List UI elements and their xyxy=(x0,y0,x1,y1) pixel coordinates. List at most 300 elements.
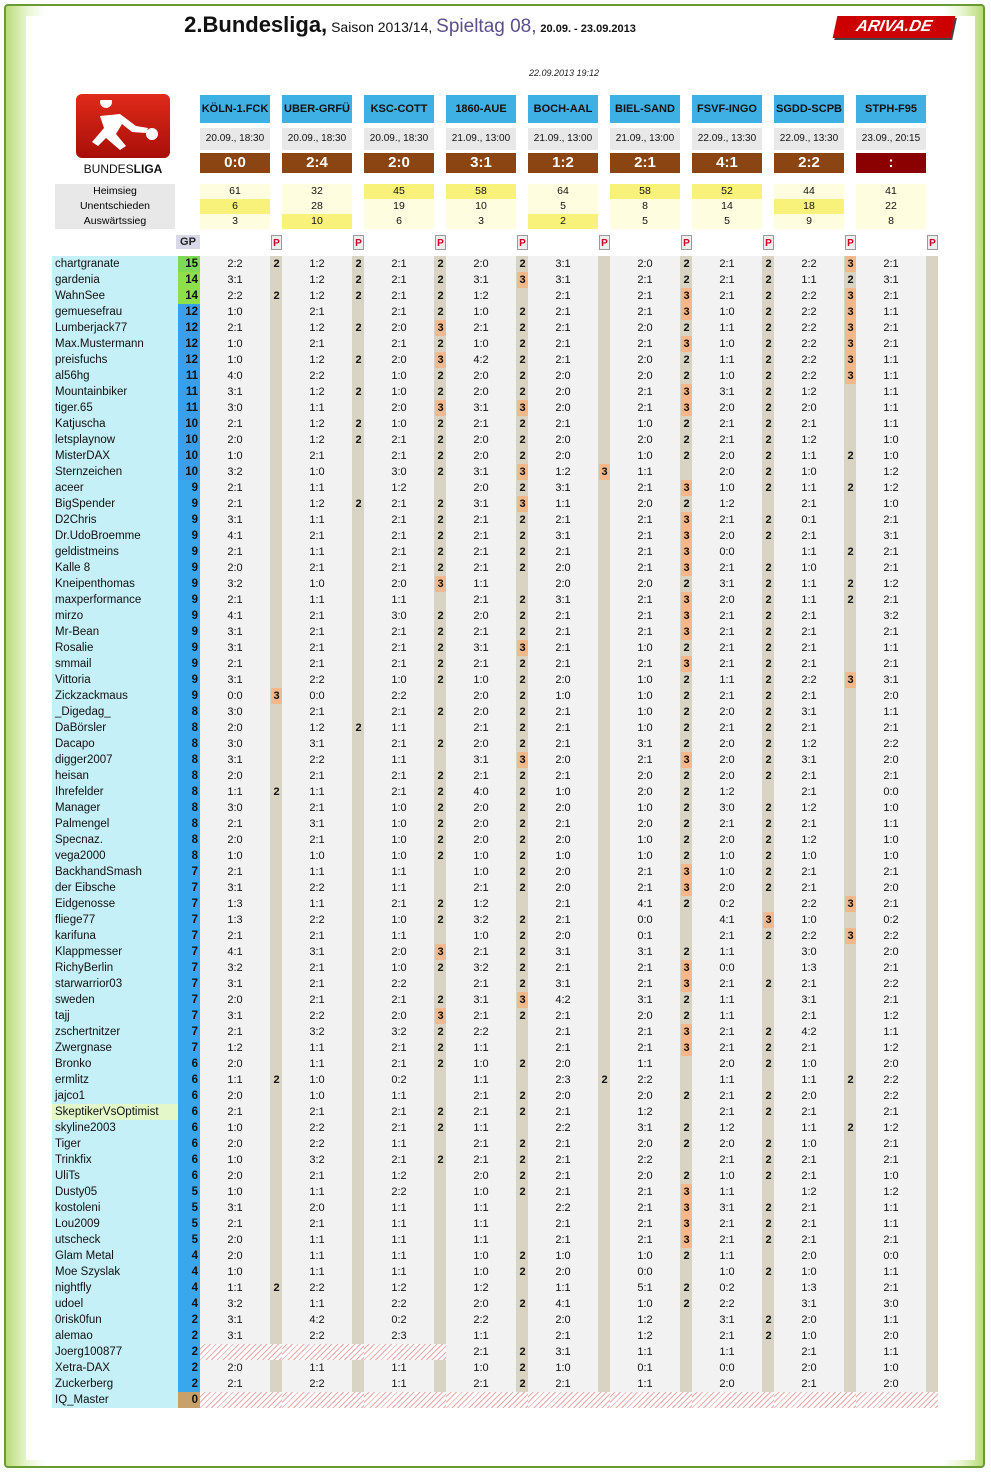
tip-value: 2:1 xyxy=(719,978,735,990)
match-result: 2:4 xyxy=(282,153,352,173)
player-name[interactable]: gardenia xyxy=(52,272,178,288)
tip-value: 1:1 xyxy=(473,1234,489,1246)
player-name[interactable]: UliTs xyxy=(52,1168,178,1184)
points-header: P xyxy=(271,235,282,250)
tip-value: 1:1 xyxy=(391,594,407,606)
player-name[interactable]: letsplaynow xyxy=(52,432,178,448)
tip-points: 2 xyxy=(519,914,526,926)
match-team-header[interactable]: BIEL-SAND xyxy=(610,95,680,123)
player-gp: 7 xyxy=(178,992,200,1008)
player-name[interactable]: mirzo xyxy=(52,608,178,624)
tip-value: 1:2 xyxy=(883,482,899,494)
player-name[interactable]: nightfly xyxy=(52,1280,178,1296)
player-gp: 7 xyxy=(178,880,200,896)
player-gp: 7 xyxy=(178,864,200,880)
tip-points: 2 xyxy=(437,514,444,526)
tip-points: 2 xyxy=(765,434,772,446)
player-name[interactable]: Zuckerberg xyxy=(52,1376,178,1392)
tip-value: 1:1 xyxy=(801,546,817,558)
tip-value: 1:1 xyxy=(473,1202,489,1214)
player-name[interactable]: Zickzackmaus xyxy=(52,688,178,704)
tip-value: 2:1 xyxy=(719,690,735,702)
tip-value: 2:1 xyxy=(801,770,817,782)
missing-tip xyxy=(200,1344,282,1360)
player-gp: 6 xyxy=(178,1056,200,1072)
player-name[interactable]: zschertnitzer xyxy=(52,1024,178,1040)
tip-value: 1:2 xyxy=(637,1314,653,1326)
player-name[interactable]: Lumberjack77 xyxy=(52,320,178,336)
tip-value: 1:0 xyxy=(883,802,899,814)
missing-tip xyxy=(282,1344,364,1360)
match-team-header[interactable]: KSC-COTT xyxy=(364,95,434,123)
player-name[interactable]: aceer xyxy=(52,480,178,496)
player-name[interactable]: Max.Mustermann xyxy=(52,336,178,352)
tip-value: 2:2 xyxy=(801,930,817,942)
player-name[interactable]: Zwergnase xyxy=(52,1040,178,1056)
tip-value: 3:1 xyxy=(473,274,489,286)
player-name[interactable]: starwarrior03 xyxy=(52,976,178,992)
tip-value: 1:0 xyxy=(719,850,735,862)
player-name[interactable]: Palmengel xyxy=(52,816,178,832)
tip-value: 2:0 xyxy=(637,1138,653,1150)
tip-value: 2:1 xyxy=(883,1106,899,1118)
tip-value: 2:0 xyxy=(555,834,571,846)
tip-points: 2 xyxy=(519,562,526,574)
tip-points: 2 xyxy=(437,450,444,462)
tip-points: 3 xyxy=(681,608,692,624)
tip-value: 2:1 xyxy=(391,786,407,798)
tip-value: 1:0 xyxy=(391,818,407,830)
tip-value: 3:1 xyxy=(227,386,243,398)
player-name[interactable]: tajj xyxy=(52,1008,178,1024)
player-name[interactable]: Moe Szyslak xyxy=(52,1264,178,1280)
tip-points: 2 xyxy=(437,1026,444,1038)
player-name[interactable]: Dacapo xyxy=(52,736,178,752)
match-team-header[interactable]: BOCH-AAL xyxy=(528,95,598,123)
match-stat-draw: 22 xyxy=(856,199,926,214)
tip-points: 2 xyxy=(437,418,444,430)
player-name[interactable]: Katjuscha xyxy=(52,416,178,432)
match-team-header[interactable]: 1860-AUE xyxy=(446,95,516,123)
tip-value: 1:1 xyxy=(391,882,407,894)
tip-value: 1:1 xyxy=(883,1026,899,1038)
tip-value: 2:2 xyxy=(227,290,243,302)
tip-value: 2:0 xyxy=(555,434,571,446)
player-name[interactable]: Glam Metal xyxy=(52,1248,178,1264)
tip-points: 2 xyxy=(683,322,690,334)
tip-points: 2 xyxy=(519,770,526,782)
tip-value: 1:0 xyxy=(227,338,243,350)
tip-value: 2:1 xyxy=(227,546,243,558)
tip-value: 2:1 xyxy=(555,290,571,302)
player-name[interactable]: SkeptikerVsOptimist xyxy=(52,1104,178,1120)
tip-value: 3:1 xyxy=(473,754,489,766)
match-kickoff: 21.09., 13:00 xyxy=(528,128,598,150)
match-team-header[interactable]: FSVF-INGO xyxy=(692,95,762,123)
player-name[interactable]: MisterDAX xyxy=(52,448,178,464)
player-name[interactable]: ermlitz xyxy=(52,1072,178,1088)
tip-value: 2:1 xyxy=(391,338,407,350)
tip-value: 2:0 xyxy=(555,402,571,414)
tip-value: 3:0 xyxy=(227,402,243,414)
tip-value: 2:0 xyxy=(227,1090,243,1102)
missing-tip xyxy=(692,1392,774,1408)
player-name[interactable]: gemuesefrau xyxy=(52,304,178,320)
tip-points: 2 xyxy=(519,610,526,622)
tip-points: 2 xyxy=(847,450,854,462)
player-name[interactable]: kostoleni xyxy=(52,1200,178,1216)
player-gp: 9 xyxy=(178,640,200,656)
tip-points: 2 xyxy=(437,562,444,574)
tip-value: 1:0 xyxy=(637,418,653,430)
tip-value: 1:2 xyxy=(309,290,325,302)
tip-value: 2:1 xyxy=(801,1154,817,1166)
player-name[interactable]: der Eibsche xyxy=(52,880,178,896)
player-name[interactable]: heisan xyxy=(52,768,178,784)
player-name[interactable]: tiger.65 xyxy=(52,400,178,416)
tip-points: 2 xyxy=(437,626,444,638)
player-name[interactable]: Rosalie xyxy=(52,640,178,656)
player-gp: 5 xyxy=(178,1216,200,1232)
tip-value: 1:1 xyxy=(391,1250,407,1262)
tip-value: 2:0 xyxy=(719,466,735,478)
player-name[interactable]: WahnSee xyxy=(52,288,178,304)
tip-points: 2 xyxy=(683,258,690,270)
tip-points: 3 xyxy=(681,336,692,352)
player-name[interactable]: Dusty05 xyxy=(52,1184,178,1200)
player-name[interactable]: chartgranate xyxy=(52,256,178,272)
tip-points: 2 xyxy=(765,338,772,350)
tip-points: 3 xyxy=(681,976,692,992)
player-name[interactable]: fliege77 xyxy=(52,912,178,928)
tip-value: 1:1 xyxy=(801,1074,817,1086)
tip-value: 2:1 xyxy=(473,594,489,606)
player-name[interactable]: D2Chris xyxy=(52,512,178,528)
tip-value: 3:1 xyxy=(555,274,571,286)
player-name[interactable]: skyline2003 xyxy=(52,1120,178,1136)
tip-points: 2 xyxy=(519,882,526,894)
tip-value: 1:0 xyxy=(309,1090,325,1102)
tip-value: 2:2 xyxy=(801,258,817,270)
tip-value: 2:2 xyxy=(309,674,325,686)
tip-points: 3 xyxy=(435,576,446,592)
tip-value: 2:1 xyxy=(227,498,243,510)
player-gp: 8 xyxy=(178,800,200,816)
tip-value: 1:0 xyxy=(309,578,325,590)
tip-value: 1:1 xyxy=(391,1378,407,1390)
tip-value: 2:1 xyxy=(309,962,325,974)
tip-value: 1:3 xyxy=(227,914,243,926)
player-name[interactable]: Sternzeichen xyxy=(52,464,178,480)
tip-value: 2:1 xyxy=(719,1026,735,1038)
player-gp: 8 xyxy=(178,768,200,784)
tip-points: 2 xyxy=(765,978,772,990)
tip-value: 2:1 xyxy=(473,770,489,782)
tip-value: 2:0 xyxy=(227,434,243,446)
tip-points: 2 xyxy=(765,754,772,766)
tip-value: 1:1 xyxy=(309,594,325,606)
player-name[interactable]: karifuna xyxy=(52,928,178,944)
player-name[interactable]: vega2000 xyxy=(52,848,178,864)
tip-value: 2:0 xyxy=(473,818,489,830)
player-name[interactable]: Mr-Bean xyxy=(52,624,178,640)
tip-points: 2 xyxy=(437,530,444,542)
tip-value: 1:2 xyxy=(309,258,325,270)
tip-value: 1:0 xyxy=(227,306,243,318)
tip-value: 2:1 xyxy=(883,1154,899,1166)
player-name[interactable]: Vittoria xyxy=(52,672,178,688)
tip-points: 2 xyxy=(519,1058,526,1070)
tip-value: 2:0 xyxy=(473,802,489,814)
tip-points: 3 xyxy=(845,672,856,688)
tip-points: 3 xyxy=(599,464,610,480)
player-name[interactable]: Manager xyxy=(52,800,178,816)
tip-points: 2 xyxy=(273,786,280,798)
tip-points: 2 xyxy=(355,290,362,302)
tip-points: 2 xyxy=(765,1042,772,1054)
tip-points: 2 xyxy=(519,1106,526,1118)
tip-value: 2:1 xyxy=(801,418,817,430)
tip-value: 2:0 xyxy=(883,1058,899,1070)
tip-points: 2 xyxy=(519,1250,526,1262)
tip-value: 2:1 xyxy=(801,978,817,990)
tip-points: 2 xyxy=(437,802,444,814)
tip-value: 2:1 xyxy=(473,1378,489,1390)
player-name[interactable]: preisfuchs xyxy=(52,352,178,368)
player-name[interactable]: Joerg100877 xyxy=(52,1344,178,1360)
tip-value: 2:0 xyxy=(555,450,571,462)
player-name[interactable]: Dr.UdoBroemme xyxy=(52,528,178,544)
tip-value: 2:1 xyxy=(637,514,653,526)
tip-value: 0:0 xyxy=(637,1266,653,1278)
tip-value: 3:2 xyxy=(227,578,243,590)
tip-points: 2 xyxy=(273,290,280,302)
tip-points: 2 xyxy=(437,1106,444,1118)
player-name[interactable]: Eidgenosse xyxy=(52,896,178,912)
tip-points: 2 xyxy=(765,1202,772,1214)
tip-value: 2:0 xyxy=(227,770,243,782)
tip-value: 1:1 xyxy=(309,1234,325,1246)
player-name[interactable]: Trinkfix xyxy=(52,1152,178,1168)
tip-value: 0:0 xyxy=(227,690,243,702)
tip-value: 2:2 xyxy=(309,370,325,382)
tip-points: 2 xyxy=(519,450,526,462)
player-gp: 7 xyxy=(178,1040,200,1056)
player-name[interactable]: Tiger xyxy=(52,1136,178,1152)
tip-value: 1:0 xyxy=(801,850,817,862)
player-name[interactable]: sweden xyxy=(52,992,178,1008)
tip-points: 2 xyxy=(765,402,772,414)
tip-points: 2 xyxy=(519,1170,526,1182)
tip-value: 0:0 xyxy=(637,914,653,926)
tip-points: 2 xyxy=(519,258,526,270)
player-gp: 6 xyxy=(178,1104,200,1120)
tip-value: 2:1 xyxy=(227,658,243,670)
tip-value: 2:2 xyxy=(555,1202,571,1214)
player-name[interactable]: maxperformance xyxy=(52,592,178,608)
tip-value: 1:2 xyxy=(801,1186,817,1198)
player-gp: 15 xyxy=(178,256,200,272)
tip-value: 3:2 xyxy=(309,1154,325,1166)
tip-value: 1:0 xyxy=(391,386,407,398)
tip-value: 2:1 xyxy=(719,930,735,942)
player-name[interactable]: geldistmeins xyxy=(52,544,178,560)
tip-value: 1:0 xyxy=(719,370,735,382)
tip-points: 2 xyxy=(847,1074,854,1086)
player-gp: 10 xyxy=(178,416,200,432)
player-name[interactable]: RichyBerlin xyxy=(52,960,178,976)
tip-value: 2:2 xyxy=(883,930,899,942)
player-name[interactable]: Specnaz. xyxy=(52,832,178,848)
ariva-logo[interactable]: ARIVA.DE xyxy=(833,16,956,38)
player-name[interactable]: utscheck xyxy=(52,1232,178,1248)
tip-value: 3:0 xyxy=(227,738,243,750)
player-gp: 4 xyxy=(178,1296,200,1312)
tip-points: 2 xyxy=(519,690,526,702)
tip-value: 3:1 xyxy=(473,402,489,414)
tip-points: 2 xyxy=(683,1010,690,1022)
tip-value: 1:0 xyxy=(473,1362,489,1374)
tip-points: 3 xyxy=(681,560,692,576)
player-name[interactable]: alemao xyxy=(52,1328,178,1344)
tip-points: 2 xyxy=(683,1090,690,1102)
tip-points: 3 xyxy=(435,320,446,336)
tip-value: 0:2 xyxy=(391,1074,407,1086)
player-name[interactable]: digger2007 xyxy=(52,752,178,768)
player-name[interactable]: IQ_Master xyxy=(52,1392,178,1408)
tip-value: 2:0 xyxy=(719,754,735,766)
player-gp: 10 xyxy=(178,432,200,448)
tip-value: 2:1 xyxy=(309,930,325,942)
tip-value: 2:1 xyxy=(637,594,653,606)
tip-points: 2 xyxy=(765,834,772,846)
tip-points: 2 xyxy=(519,1186,526,1198)
player-name[interactable]: Klappmesser xyxy=(52,944,178,960)
tip-value: 0:1 xyxy=(637,1362,653,1374)
player-name[interactable]: Ihrefelder xyxy=(52,784,178,800)
tip-points: 2 xyxy=(437,1058,444,1070)
tip-points: 2 xyxy=(519,818,526,830)
tip-value: 3:1 xyxy=(719,386,735,398)
tip-points: 2 xyxy=(519,786,526,798)
player-name[interactable]: al56hg xyxy=(52,368,178,384)
player-name[interactable]: DaBörsler xyxy=(52,720,178,736)
tip-value: 2:1 xyxy=(801,1106,817,1118)
tip-value: 1:2 xyxy=(883,1042,899,1054)
tip-value: 2:0 xyxy=(883,1378,899,1390)
tip-value: 1:2 xyxy=(309,386,325,398)
tip-points: 2 xyxy=(683,450,690,462)
tip-value: 2:2 xyxy=(309,1138,325,1150)
tip-value: 1:0 xyxy=(391,370,407,382)
match-team-header[interactable]: STPH-F95 xyxy=(856,95,926,123)
player-name[interactable]: Lou2009 xyxy=(52,1216,178,1232)
tip-points: 2 xyxy=(765,514,772,526)
tip-points: 2 xyxy=(765,466,772,478)
tip-value: 2:0 xyxy=(473,450,489,462)
player-name[interactable]: Xetra-DAX xyxy=(52,1360,178,1376)
bundesliga-logo xyxy=(76,94,170,176)
player-name[interactable]: Mountainbiker xyxy=(52,384,178,400)
player-name[interactable]: udoel xyxy=(52,1296,178,1312)
player-gp: 11 xyxy=(178,384,200,400)
match-result: 2:2 xyxy=(774,153,844,173)
tip-value: 1:1 xyxy=(473,1218,489,1230)
tip-value: 1:1 xyxy=(801,482,817,494)
tip-value: 2:0 xyxy=(637,578,653,590)
tip-value: 2:1 xyxy=(555,1138,571,1150)
tip-points: 2 xyxy=(765,1090,772,1102)
tip-points: 2 xyxy=(683,786,690,798)
tip-value: 1:1 xyxy=(719,1074,735,1086)
tip-value: 4:0 xyxy=(227,370,243,382)
tip-value: 2:1 xyxy=(719,290,735,302)
tip-value: 2:1 xyxy=(473,722,489,734)
player-name[interactable]: BackhandSmash xyxy=(52,864,178,880)
tip-value: 1:1 xyxy=(719,1346,735,1358)
match-team-header[interactable]: SGDD-SCPB xyxy=(774,95,844,123)
match-stat-draw: 19 xyxy=(364,199,434,214)
match-stat-home: 45 xyxy=(364,184,434,199)
player-name[interactable]: smmail xyxy=(52,656,178,672)
tip-value: 1:2 xyxy=(309,434,325,446)
tip-value: 2:1 xyxy=(801,786,817,798)
tip-points: 2 xyxy=(765,1330,772,1342)
tip-value: 1:1 xyxy=(309,866,325,878)
tip-value: 2:1 xyxy=(555,1378,571,1390)
tip-points: 3 xyxy=(681,752,692,768)
tip-value: 1:0 xyxy=(473,850,489,862)
tip-value: 1:1 xyxy=(227,786,243,798)
tip-points: 3 xyxy=(681,960,692,976)
player-name[interactable]: 0risk0fun xyxy=(52,1312,178,1328)
tip-value: 2:0 xyxy=(555,1090,571,1102)
match-stat-draw: 14 xyxy=(692,199,762,214)
tip-points: 2 xyxy=(437,610,444,622)
tip-value: 2:1 xyxy=(883,770,899,782)
player-name[interactable]: Kneipenthomas xyxy=(52,576,178,592)
tip-value: 1:0 xyxy=(883,1362,899,1374)
player-name[interactable]: jajco1 xyxy=(52,1088,178,1104)
tip-value: 2:1 xyxy=(719,722,735,734)
player-name[interactable]: BigSpender xyxy=(52,496,178,512)
tip-value: 3:1 xyxy=(555,482,571,494)
player-name[interactable]: _Digedag_ xyxy=(52,704,178,720)
match-team-header[interactable]: KÖLN-1.FCK xyxy=(200,95,270,123)
tip-value: 1:1 xyxy=(309,1266,325,1278)
tip-points: 2 xyxy=(683,1298,690,1310)
tip-value: 3:2 xyxy=(227,466,243,478)
match-team-header[interactable]: UBER-GRFÜ xyxy=(282,95,352,123)
tip-points: 2 xyxy=(437,786,444,798)
tip-points: 3 xyxy=(681,1232,692,1248)
tip-value: 0:0 xyxy=(883,786,899,798)
tip-value: 2:1 xyxy=(883,994,899,1006)
tip-value: 2:1 xyxy=(719,274,735,286)
tip-points: 2 xyxy=(355,354,362,366)
player-name[interactable]: Bronko xyxy=(52,1056,178,1072)
tip-value: 2:1 xyxy=(637,962,653,974)
match-kickoff: 23.09., 20:15 xyxy=(856,128,926,150)
tip-points: 3 xyxy=(681,400,692,416)
tip-points: 2 xyxy=(765,418,772,430)
tip-value: 0:0 xyxy=(719,962,735,974)
tip-value: 2:1 xyxy=(883,1234,899,1246)
player-name[interactable]: Kalle 8 xyxy=(52,560,178,576)
tip-points: 3 xyxy=(845,336,856,352)
tip-points: 2 xyxy=(683,1138,690,1150)
tip-value: 3:0 xyxy=(391,610,407,622)
